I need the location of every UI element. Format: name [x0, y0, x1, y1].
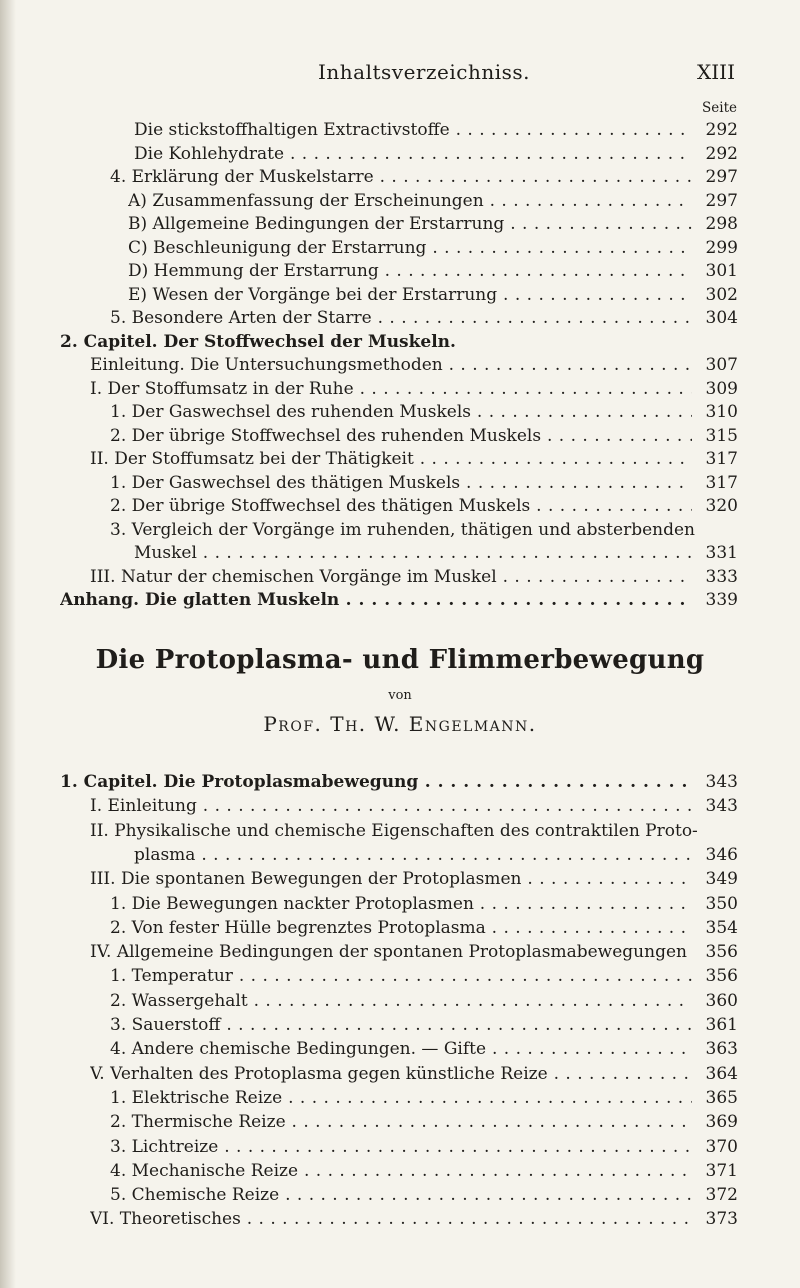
- toc-entry-title: 1. Elektrische Reize . . .: [110, 1086, 692, 1110]
- toc-entry-page: 298: [705, 214, 738, 234]
- toc-entry-page: 356: [705, 942, 738, 963]
- toc-entry-page: 292: [705, 120, 738, 140]
- toc-entry-page: 364: [705, 1063, 738, 1084]
- toc-entry: [0, 447, 800, 471]
- toc-entry-title: 3. Vergleich der Vorgänge im ruhenden, thätigen und absterbenden: [110, 519, 695, 540]
- toc-entry-title: IV. Allgemeine Bedingungen der spontanen Protoplasmabewegungen . . .: [90, 940, 692, 964]
- toc-entry-title: 1. Der Gaswechsel des ruhenden Muskels . . .: [110, 400, 692, 424]
- toc-entry: [0, 964, 800, 988]
- toc-entry: [0, 494, 800, 518]
- toc-entry-title: 4. Mechanische Reize . . .: [110, 1159, 692, 1183]
- toc-entry-page: 307: [705, 355, 738, 375]
- toc-entry: [0, 424, 800, 448]
- toc-entry-page: 310: [705, 402, 738, 422]
- toc-entry-title: 2. Der übrige Stoffwechsel des thätigen Muskels . . .: [110, 494, 692, 518]
- running-title: Inhaltsverzeichniss.: [318, 60, 530, 84]
- toc-entry-page: 349: [705, 869, 738, 890]
- toc-entry-title: 1. Der Gaswechsel des thätigen Muskels . . .: [110, 471, 692, 495]
- toc-entry-title: I. Der Stoffumsatz in der Ruhe . . .: [90, 377, 692, 401]
- toc-entry-title: A) Zusammenfassung der Erscheinungen . . .: [128, 189, 692, 213]
- toc-entry: [0, 471, 800, 495]
- toc-entry-title: 2. Capitel. Der Stoffwechsel der Muskeln.: [60, 331, 456, 352]
- toc-entry: [0, 794, 800, 818]
- toc-entry: [0, 916, 800, 940]
- toc-entry: [0, 283, 800, 307]
- toc-entry-title: D) Hemmung der Erstarrung . . .: [128, 259, 692, 283]
- toc-entry-page: 299: [705, 237, 738, 258]
- toc-entry-title: III. Die spontanen Bewegungen der Protoplasmen . . .: [90, 867, 692, 891]
- toc-entry-title: B) Allgemeine Bedingungen der Erstarrung . . .: [128, 212, 692, 236]
- toc-entry-title: 4. Erklärung der Muskelstarre . . .: [110, 165, 692, 189]
- toc-entry: [0, 142, 800, 166]
- toc-entry-page: 369: [705, 1112, 738, 1133]
- toc-entry: [0, 819, 800, 843]
- toc-entry: [0, 867, 800, 891]
- toc-entry-page: 371: [705, 1160, 738, 1181]
- toc-entry-title: II. Der Stoffumsatz bei der Thätigkeit . . .: [90, 447, 692, 471]
- toc-entry: [0, 400, 800, 424]
- toc-entry: [0, 1183, 800, 1207]
- toc-entry-title: 2. Der übrige Stoffwechsel des ruhenden Muskels . . .: [110, 424, 692, 448]
- toc-entry: [0, 843, 800, 867]
- page-header: [0, 60, 800, 90]
- toc-entry: [0, 1135, 800, 1159]
- toc-entry-title: 5. Chemische Reize . . .: [110, 1183, 692, 1207]
- toc-entry-page: 304: [705, 308, 738, 328]
- section-author: Prof. Th. W. Engelmann.: [263, 712, 537, 736]
- toc-entry: [0, 770, 800, 794]
- toc-entry-page: 309: [705, 378, 738, 399]
- toc-entry-page: 317: [705, 472, 738, 493]
- toc-entry: [0, 212, 800, 236]
- toc-entry-page: 331: [705, 543, 738, 563]
- toc-entry-title: Die stickstoffhaltigen Extractivstoffe . . .: [134, 118, 692, 142]
- toc-entry-title: Die Kohlehydrate . . .: [134, 142, 692, 166]
- toc-entry-page: 339: [705, 590, 738, 610]
- toc-entry-page: 333: [705, 566, 738, 587]
- toc-entry: [0, 1062, 800, 1086]
- toc-entry-page: 343: [705, 796, 738, 817]
- toc-entry-title: 2. Von fester Hülle begrenztes Protoplasma . . .: [110, 916, 692, 940]
- toc-entry: [0, 165, 800, 189]
- toc-entry-title: Einleitung. Die Untersuchungsmethoden . . .: [90, 353, 692, 377]
- toc-entry-page: 360: [705, 990, 738, 1011]
- toc-entry: [0, 189, 800, 213]
- toc-entry: [0, 236, 800, 260]
- toc-entry-title: 5. Besondere Arten der Starre . . .: [110, 306, 692, 330]
- toc-entry: [0, 565, 800, 589]
- toc-entry-title: Muskel . . .: [134, 541, 692, 565]
- toc-entry-page: 343: [705, 772, 738, 792]
- toc-entry: [0, 518, 800, 542]
- toc-entry-title: 3. Lichtreize . . .: [110, 1135, 692, 1159]
- toc-entry: [0, 377, 800, 401]
- page-number: XIII: [697, 60, 735, 84]
- toc-entry-page: 292: [705, 143, 738, 164]
- toc-entry-title: 2. Thermische Reize . . .: [110, 1110, 692, 1134]
- toc-entry-page: 370: [705, 1136, 738, 1157]
- toc-entry-page: 356: [705, 966, 738, 987]
- toc-entry-page: 301: [705, 261, 738, 281]
- toc-entry-title: 1. Capitel. Die Protoplasmabewegung . . .: [60, 770, 692, 794]
- toc-entry-page: 297: [705, 167, 738, 187]
- toc-entry: [0, 118, 800, 142]
- section-by: von: [388, 688, 412, 703]
- toc-entry: [0, 940, 800, 964]
- toc-entry-page: 346: [705, 844, 738, 865]
- toc-entry: [0, 1086, 800, 1110]
- toc-entry-title: V. Verhalten des Protoplasma gegen künstliche Reize . . .: [90, 1062, 692, 1086]
- section-title: Die Protoplasma- und Flimmerbewegung: [95, 645, 705, 675]
- toc-entry-page: 350: [705, 893, 738, 914]
- toc-entry: [0, 1207, 800, 1231]
- toc-entry-page: 317: [705, 449, 738, 469]
- toc-entry-title: C) Beschleunigung der Erstarrung . . .: [128, 236, 692, 260]
- toc-entry-title: I. Einleitung . . .: [90, 794, 692, 818]
- toc-entry: [0, 892, 800, 916]
- toc-entry: [0, 259, 800, 283]
- toc-entry-page: 315: [705, 425, 738, 446]
- toc-entry-title: 1. Die Bewegungen nackter Protoplasmen . . .: [110, 892, 692, 916]
- toc-entry-title: 2. Wassergehalt . . .: [110, 989, 692, 1013]
- toc-entry-page: 297: [705, 190, 738, 211]
- toc-entry-title: III. Natur der chemischen Vorgänge im Muskel . . .: [90, 565, 692, 589]
- toc-entry-page: 302: [705, 284, 738, 305]
- seite-label: Seite: [702, 100, 737, 116]
- toc-entry-title: E) Wesen der Vorgänge bei der Erstarrung . . .: [128, 283, 692, 307]
- toc-entry: [0, 353, 800, 377]
- toc-entry: [0, 989, 800, 1013]
- toc-entry-title: Anhang. Die glatten Muskeln . . .: [60, 588, 692, 612]
- toc-entry: [0, 541, 800, 565]
- toc-entry-page: 363: [705, 1039, 738, 1060]
- toc-entry: [0, 588, 800, 612]
- toc-entry-page: 365: [705, 1087, 738, 1108]
- toc-entry-title: VI. Theoretisches . . .: [90, 1207, 692, 1231]
- toc-entry-page: 372: [705, 1185, 738, 1206]
- toc-entry: [0, 306, 800, 330]
- toc-entry-title: 1. Temperatur . . .: [110, 964, 692, 988]
- toc-entry: [0, 1013, 800, 1037]
- toc-entry: [0, 1037, 800, 1061]
- toc-entry-page: 373: [705, 1209, 738, 1230]
- toc-entry: [0, 330, 800, 354]
- toc-entry-title: II. Physikalische und chemische Eigenschaften des contraktilen Proto-: [90, 820, 698, 841]
- toc-entry-page: 320: [705, 496, 738, 516]
- toc-entry-title: 3. Sauerstoff . . .: [110, 1013, 692, 1037]
- toc-entry-page: 354: [705, 917, 738, 938]
- toc-entry: [0, 1159, 800, 1183]
- toc-entry: [0, 1110, 800, 1134]
- toc-entry-title: plasma . . .: [134, 843, 692, 867]
- toc-entry-title: 4. Andere chemische Bedingungen. — Gifte . . .: [110, 1037, 692, 1061]
- toc-entry-page: 361: [705, 1015, 738, 1035]
